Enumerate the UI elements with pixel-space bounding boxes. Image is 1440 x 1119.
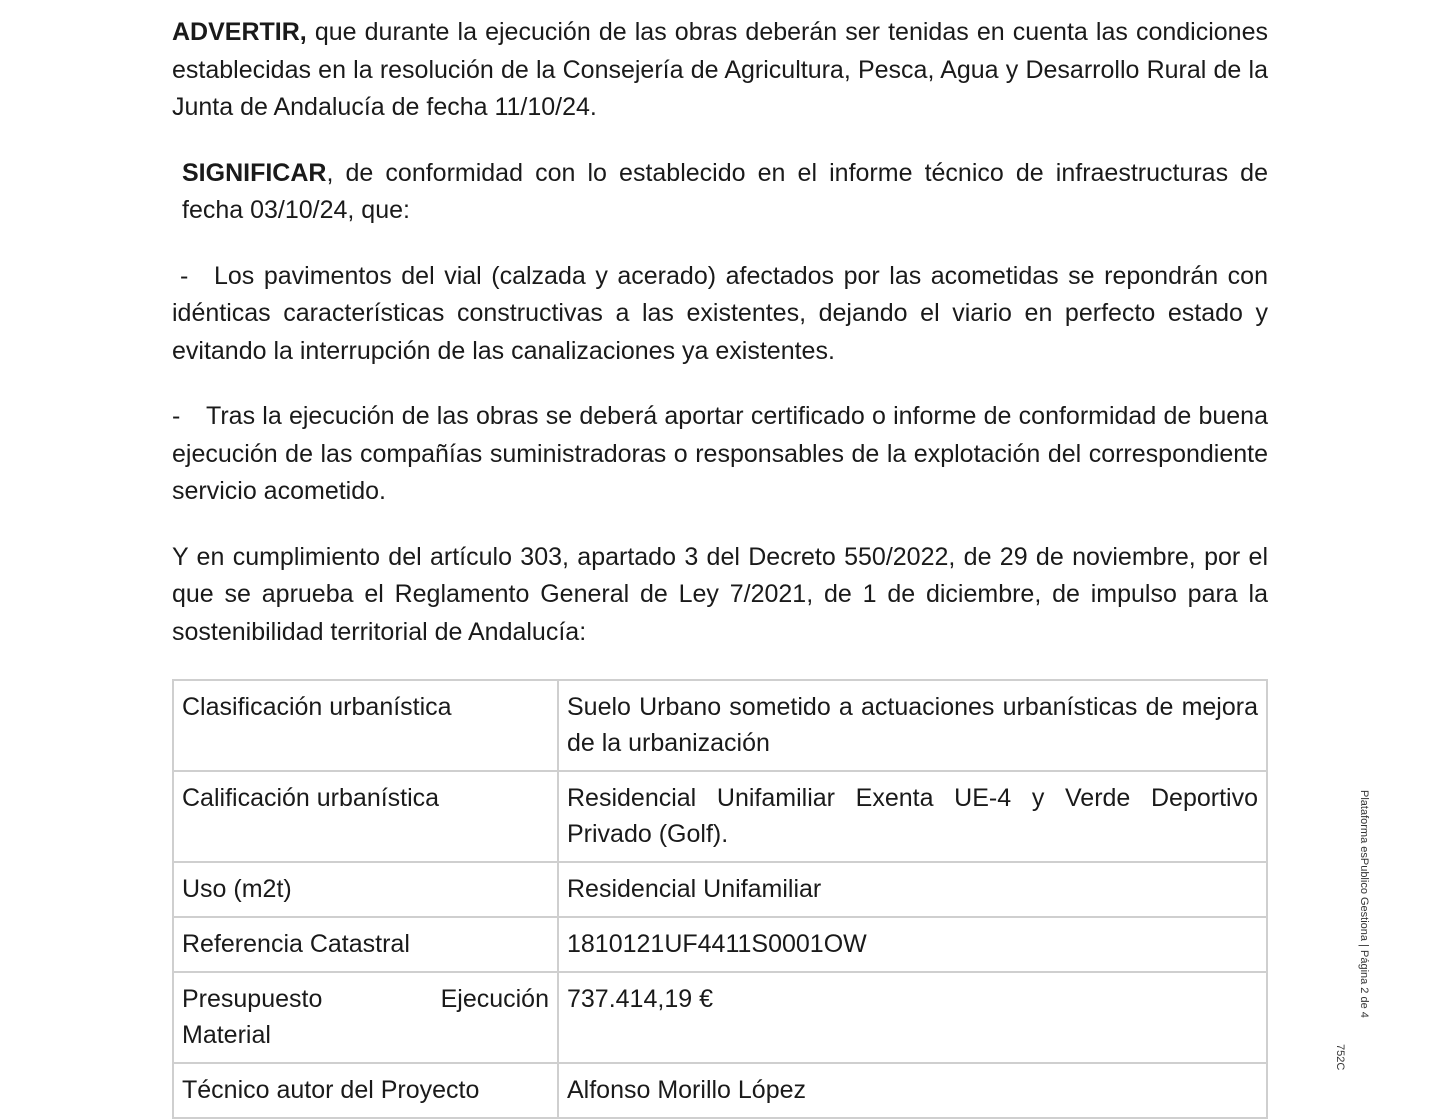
list-item-certificado [172,398,1268,511]
significar-lead: SIGNIFICAR [182,158,327,187]
table-key-line2: Material [182,1021,271,1049]
table-key: Calificación urbanística [173,771,558,862]
table-value: 1810121UF4411S0001OW [558,917,1267,972]
table-row [173,1063,1267,1118]
list-item-text: Los pavimentos del vial (calzada y acerado) afectados por las acometidas se repondrán con idénticas características constructivas a las existentes, dejando el viario en perfecto estado y evitando la interrupción de las canalizaciones ya existentes. [172,261,1268,365]
page-number-note: Plataforma esPublico Gestiona | Página 2 de 4 [1358,790,1370,1018]
advertir-text: que durante la ejecución de las obras deberán ser tenidas en cuenta las condiciones establecidas en la resolución de la Consejería de Agricultura, Pesca, Agua y Desarrollo Rural de la Junta de Andalucía de fecha 11/10/24. [172,18,1268,121]
table-row [173,862,1267,917]
table-key: Técnico autor del Proyecto [173,1063,558,1118]
document-page [172,14,1268,1119]
table-row [173,917,1267,972]
table-value: Residencial Unifamiliar [558,862,1267,917]
table-row [173,771,1267,862]
table-row [173,972,1267,1063]
table-key-word: Ejecución [440,985,549,1013]
table-value: 737.414,19 € [558,972,1267,1063]
list-bullet: - [180,261,189,290]
list-item-pavimentos [172,258,1268,371]
document-code-note: 752C [1334,1044,1346,1071]
cumplimiento-text: Y en cumplimiento del artículo 303, apartado 3 del Decreto 550/2022, de 29 de noviembre, por el que se aprueba el Reglamento General de Ley 7/2021, de 1 de diciembre, de impulso para la sostenibilidad territorial de Andalucía: [172,542,1268,646]
significar-text: , de conformidad con lo establecido en el informe técnico de infraestructuras de fecha 03/10/24, que: [182,158,1268,224]
table-key-word: Presupuesto [182,985,323,1013]
advertir-lead: ADVERTIR, [172,18,307,46]
side-margin-note [1328,790,1368,1080]
list-bullet: - [172,402,181,430]
list-item-text: Tras la ejecución de las obras se deberá aportar certificado o informe de conformidad de buena ejecución de las compañías suministradoras o responsables de la explotación del correspondiente servicio acometido. [172,402,1268,505]
paragraph-advertir [172,14,1268,127]
table-key: Clasificación urbanística [173,680,558,771]
table-value: Residencial Unifamiliar Exenta UE-4 y Verde Deportivo Privado (Golf). [558,771,1267,862]
paragraph-cumplimiento [172,539,1268,652]
table-key [173,972,558,1063]
table-key-line1 [182,981,549,1017]
table-key: Uso (m2t) [173,862,558,917]
table-row [173,680,1267,771]
table-value: Suelo Urbano sometido a actuaciones urbanísticas de mejora de la urbanización [558,680,1267,771]
paragraph-significar [172,155,1268,230]
table-value: Alfonso Morillo López [558,1063,1267,1118]
table-key: Referencia Catastral [173,917,558,972]
urban-info-table [172,679,1268,1119]
